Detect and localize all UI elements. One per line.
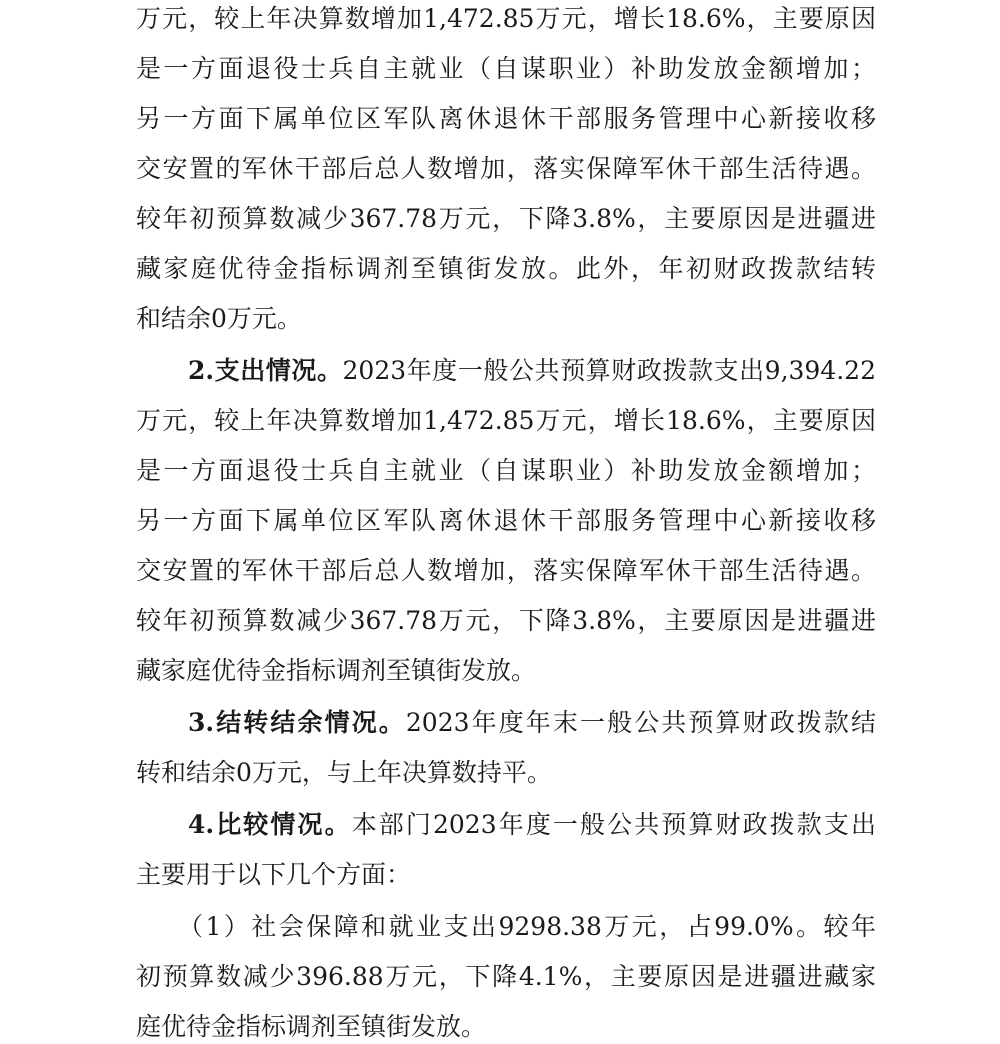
section-4-first-line	[188, 808, 876, 842]
paragraph-1-line-6: 藏家庭优待金指标调剂至镇街发放。此外，年初财政拨款结转	[136, 254, 876, 283]
section-2-line-4: 另一方面下属单位区军队离休退休干部服务管理中心新接收移	[136, 506, 876, 535]
section-2-line-5: 交安置的军休干部后总人数增加，落实保障军休干部生活待遇。	[136, 556, 876, 585]
item-1-line-2: 初预算数减少396.88万元，下降4.1%，主要原因是进疆进藏家	[136, 962, 876, 991]
section-2-line-3: 是一方面退役士兵自主就业（自谋职业）补助发放金额增加；	[136, 456, 876, 485]
paragraph-1-line-3: 另一方面下属单位区军队离休退休干部服务管理中心新接收移	[136, 104, 876, 133]
section-4-line-2: 主要用于以下几个方面：	[136, 860, 412, 889]
section-2-line-7: 藏家庭优待金指标调剂至镇街发放。	[136, 656, 537, 685]
section-2-first-line	[188, 354, 876, 388]
paragraph-1-line-7: 和结余0万元。	[136, 304, 302, 333]
section-3-first-line-text: 2023年度年末一般公共预算财政拨款结	[405, 708, 876, 737]
section-2-line-6: 较年初预算数减少367.78万元，下降3.8%，主要原因是进疆进	[136, 606, 876, 635]
section-3-heading: 3.结转结余情况。	[188, 708, 406, 737]
section-4-heading: 4.比较情况。	[188, 810, 352, 839]
section-2-first-line-text: 2023年度一般公共预算财政拨款支出9,394.22	[342, 356, 876, 385]
paragraph-1-line-1: 万元，较上年决算数增加1,472.85万元，增长18.6%，主要原因	[136, 4, 876, 33]
paragraph-1-line-4: 交安置的军休干部后总人数增加，落实保障军休干部生活待遇。	[136, 154, 876, 183]
item-1-line-1: （1）社会保障和就业支出9298.38万元，占99.0%。较年	[178, 912, 876, 941]
item-1-line-3: 庭优待金指标调剂至镇街发放。	[136, 1012, 487, 1041]
section-3-first-line	[188, 706, 876, 740]
section-2-heading: 2.支出情况。	[188, 356, 343, 385]
paragraph-1-line-5: 较年初预算数减少367.78万元，下降3.8%，主要原因是进疆进	[136, 204, 876, 233]
section-4-first-line-text: 本部门2023年度一般公共预算财政拨款支出	[351, 810, 877, 839]
section-2-line-2: 万元，较上年决算数增加1,472.85万元，增长18.6%，主要原因	[136, 406, 876, 435]
paragraph-1-line-2: 是一方面退役士兵自主就业（自谋职业）补助发放金额增加；	[136, 54, 876, 83]
section-3-line-2: 转和结余0万元，与上年决算数持平。	[136, 758, 552, 787]
